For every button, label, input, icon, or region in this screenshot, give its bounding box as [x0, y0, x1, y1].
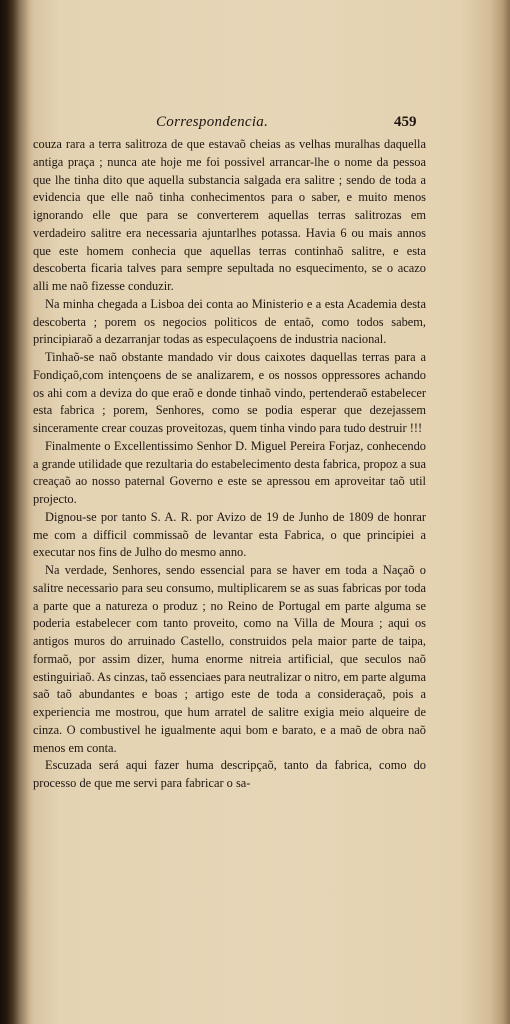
paragraph-2: Na minha chegada a Lisboa dei conta ao Ministerio e a esta Academia desta descoberta ; porem os negocios politicos de entaõ, como todos sabem, principiaraõ a dezarranjar todas as especulaçoens de industria nacional. — [33, 296, 426, 347]
body-text — [33, 136, 426, 793]
paragraph-1: couza rara a terra salitroza de que estavaõ cheias as velhas muralhas daquella antiga praça ; nunca ate hoje me foi possivel arrancar-lhe o nome da pessoa que lhe tinha dito que aquella substancia salgada era salitre ; sendo de toda a evidencia que elle naõ tinha conhecimentos para o saber, e muito menos ignorando elle que para se converterem aquellas terras salitrozas em verdadeiro salitre era necessaria ajuntarlhes potassa. Havia 6 ou mais annos que este homem conhecia que aquellas terras continhaõ salitre, e esta descoberta ficaria talves para sempre sepultada no esquecimento, se o acazo alli me naõ fizesse conduzir. — [33, 137, 426, 293]
paragraph-4: Finalmente o Excellentissimo Senhor D. Miguel Pereira Forjaz, conhecendo a grande utilidade que rezultaria do estabelecimento desta fabrica, propoz a sua creaçaõ ao nosso paternal Governo e este se apressou em aproveitar taõ util projecto. — [33, 438, 426, 506]
paragraph-5: Dignou-se por tanto S. A. R. por Avizo de 19 de Junho de 1809 de honrar me com a difficil commissaõ de levantar esta Fabrica, o que principiei a executar nos fins de Julho do mesmo anno. — [33, 509, 426, 560]
paragraph-7: Escuzada será aqui fazer huma descripçaõ, tanto da fabrica, como do processo de que me servi para fabricar o sa- — [33, 758, 426, 790]
paragraph-6: Na verdade, Senhores, sendo essencial para se haver em toda a Naçaõ o salitre necessario para seu consumo, multiplicarem se as suas fabricas por toda a parte que a natureza o produz ; no Reino de Portugal em parte alguma se poderia estabelecer com tanto proveito, como na Villa de Moura ; aqui os antigos muros do arruinado Castello, construidos pela maior parte de taipa, formaõ, por assim dizer, huma enorme nitreia artificial, que seculos naõ estinguiriaõ. As cinzas, taõ essenciaes para neutralizar o nitro, em parte alguma saõ taõ abundantes e boas ; artigo este de toda a consideraçaõ, pois a experiencia me mostrou, que hum arratel de salitre exigia meio alqueire de cinza. O combustivel he igualmente aqui bom e barato, e a maõ de obra naõ menos em conta. — [33, 563, 426, 755]
book-page — [26, 104, 428, 793]
paragraph-3: Tinhaõ-se naõ obstante mandado vir dous caixotes daquellas terras para a Fondiçaõ,com intençoens de se analizarem, e os nossos oppressores achando os ahi com a deviza do que eraõ e donde tinhaõ vindo, pertenderaõ estabelecer esta fabrica ; porem, Senhores, como se podia esperar que dezejassem sinceramente crear couzas proveitozas, quem tinha vindo para tudo destruir !!! — [33, 350, 426, 435]
page-number: 459 — [394, 114, 417, 130]
page-header — [26, 104, 428, 128]
running-head: Correspondencia. — [156, 114, 269, 130]
